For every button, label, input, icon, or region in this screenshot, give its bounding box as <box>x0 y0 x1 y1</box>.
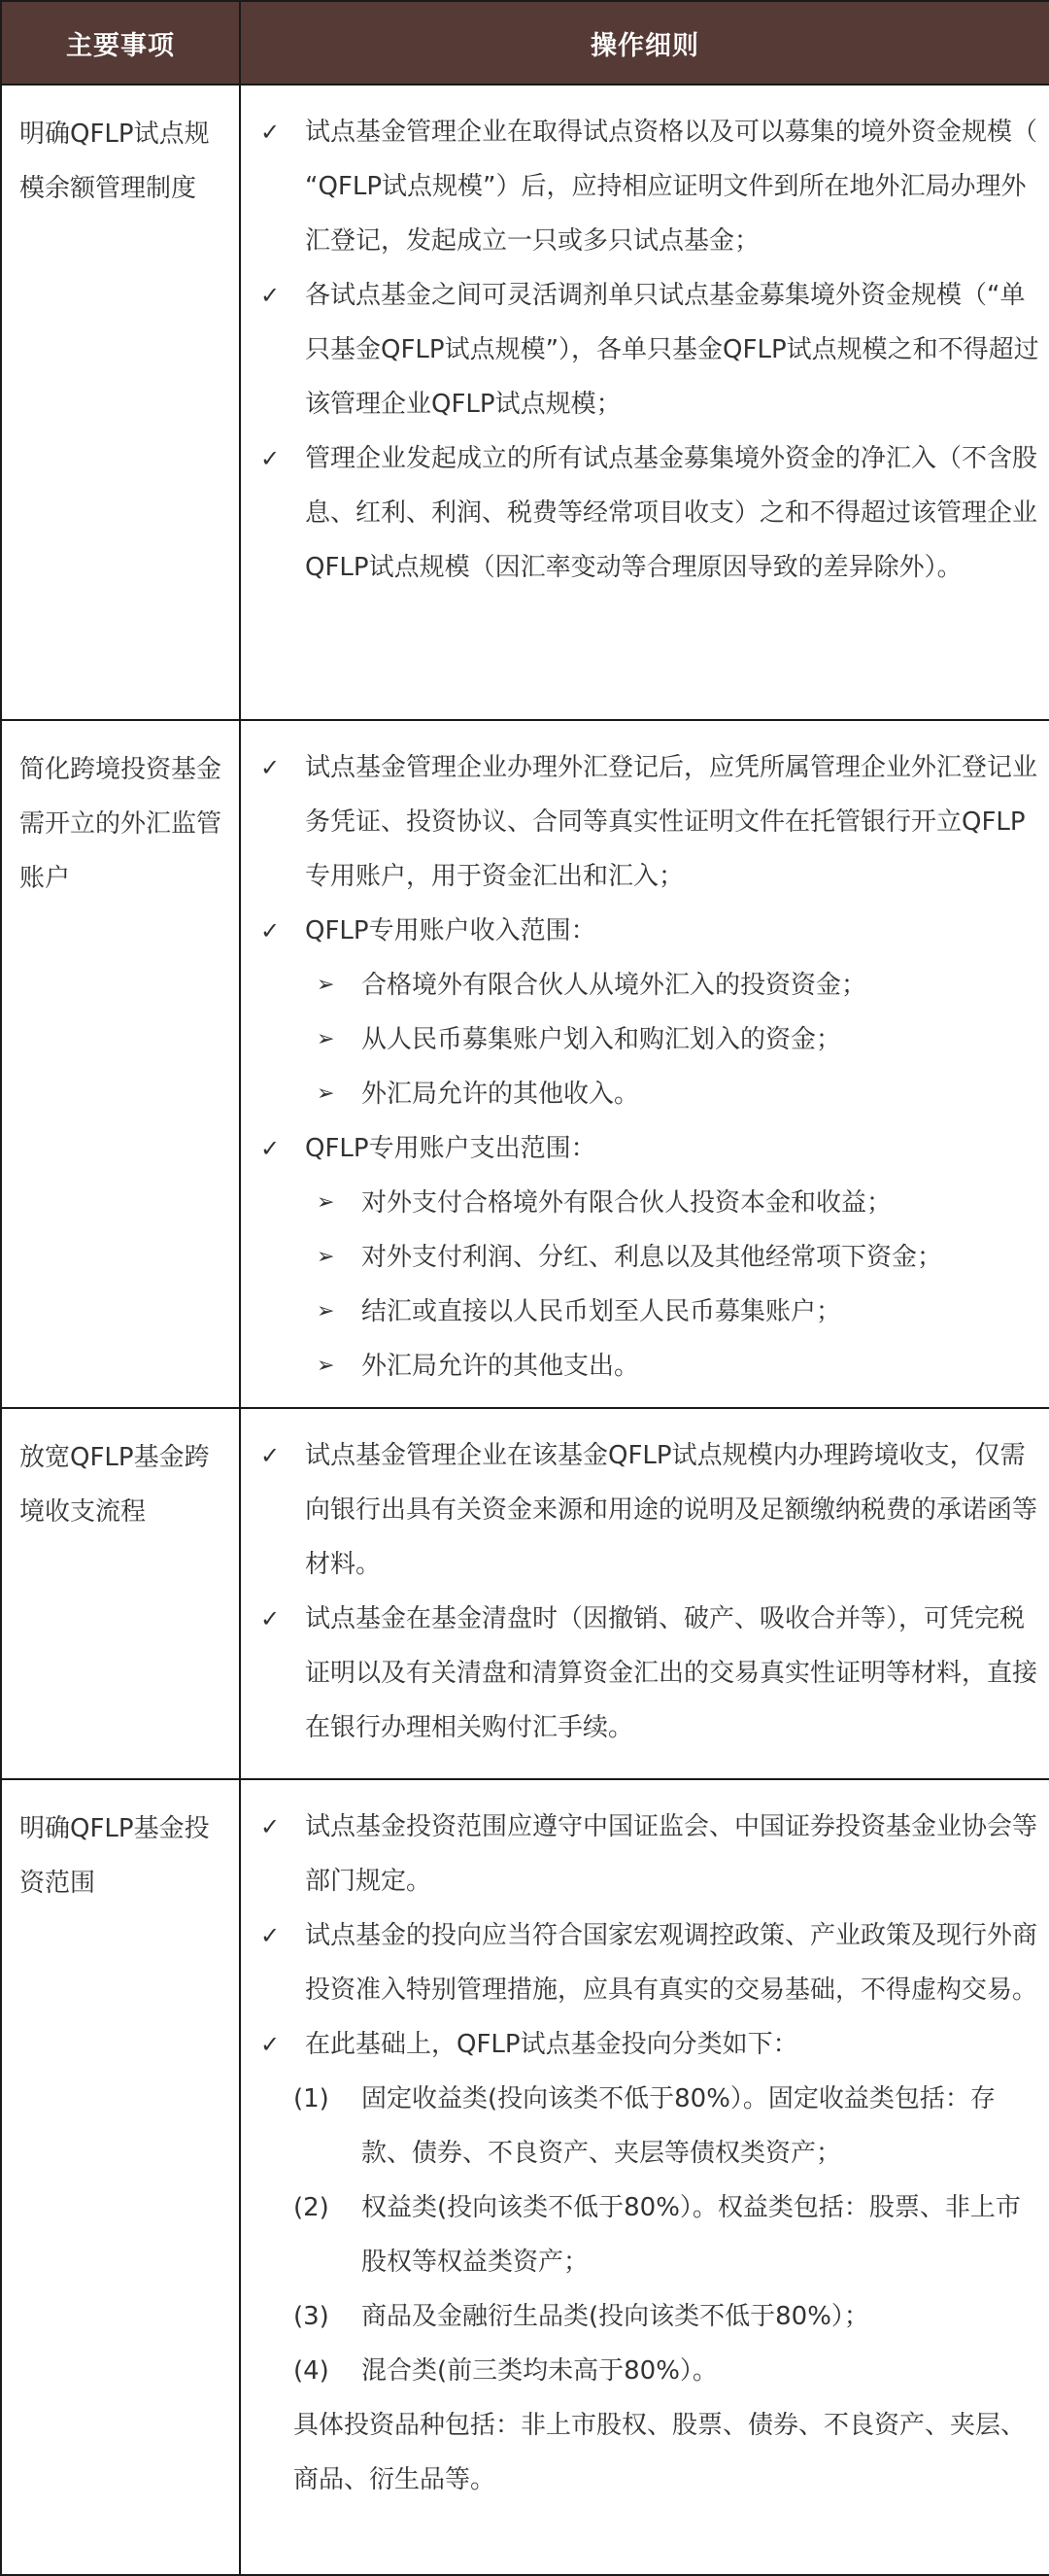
item-text: 试点基金的投向应当符合国家宏观调控政策、产业政策及现行外商投资准入特别管理措施，应具有真实的交易基础，不得虚构交易。 <box>305 1921 1038 2005</box>
item-text: 试点基金投资范围应遵守中国证监会、中国证券投资基金业协会等部门规定。 <box>305 1812 1038 1896</box>
checkmark-icon: ✓ <box>260 2031 281 2058</box>
checkmark-icon: ✓ <box>260 1442 281 1469</box>
list-item <box>254 105 1041 268</box>
checkmark-icon: ✓ <box>260 1922 281 1949</box>
row-topic: 明确QFLP基金投资范围 <box>1 1779 240 2575</box>
item-text: 试点基金管理企业办理外汇登记后，应凭所属管理企业外汇登记业务凭证、投资协议、合同等真实性证明文件在托管银行开立QFLP专用账户，用于资金汇出和汇入； <box>305 753 1038 891</box>
table-row <box>1 85 1049 720</box>
sub-list-item <box>254 1067 1041 1121</box>
list-item <box>254 2017 1041 2072</box>
table-row <box>1 720 1049 1408</box>
item-text: 对外支付合格境外有限合伙人投资本金和收益； <box>361 1188 893 1218</box>
arrow-bullet-icon: ➢ <box>317 1190 335 1215</box>
item-text: QFLP专用账户收入范围： <box>305 916 596 945</box>
item-number: (2) <box>293 2193 329 2222</box>
summary-text: 具体投资品种包括：非上市股权、股票、债券、不良资产、夹层、商品、衍生品等。 <box>293 2411 1027 2494</box>
arrow-bullet-icon: ➢ <box>317 1245 335 1269</box>
sub-list-item <box>254 1013 1041 1067</box>
sub-list-item <box>254 1339 1041 1393</box>
sub-list-item <box>254 1230 1041 1285</box>
arrow-bullet-icon: ➢ <box>317 973 335 997</box>
item-text: 对外支付利润、分红、利息以及其他经常项下资金； <box>361 1243 943 1272</box>
row-details <box>240 1779 1049 2575</box>
item-text: 商品及金融衍生品类(投向该类不低于80%）； <box>361 2302 869 2331</box>
item-text: 试点基金管理企业在取得试点资格以及可以募集的境外资金规模（ “QFLP试点规模”）后，应持相应证明文件到所在地外汇局办理外汇登记，发起成立一只或多只试点基金； <box>305 118 1038 256</box>
item-text: 从人民币募集账户划入和购汇划入的资金； <box>361 1025 842 1054</box>
item-number: (1) <box>293 2084 329 2113</box>
checkmark-icon: ✓ <box>260 282 281 309</box>
list-item <box>254 431 1041 595</box>
table-row <box>1 1408 1049 1779</box>
checkmark-icon: ✓ <box>260 754 281 781</box>
list-item <box>254 1428 1041 1592</box>
item-text: 结汇或直接以人民币划至人民币募集账户； <box>361 1297 842 1326</box>
item-text: 试点基金管理企业在该基金QFLP试点规模内办理跨境收支，仅需向银行出具有关资金来源和用途的说明及足额缴纳税费的承诺函等材料。 <box>305 1441 1038 1579</box>
checkmark-icon: ✓ <box>260 119 281 146</box>
header-details: 操作细则 <box>240 1 1049 85</box>
checkmark-icon: ✓ <box>260 917 281 945</box>
checkmark-icon: ✓ <box>260 1605 281 1632</box>
row-topic: 明确QFLP试点规模余额管理制度 <box>1 85 240 720</box>
sub-list-item <box>254 1285 1041 1339</box>
row-topic: 简化跨境投资基金需开立的外汇监管账户 <box>1 720 240 1408</box>
list-item <box>254 1908 1041 2017</box>
item-text: 管理企业发起成立的所有试点基金募集境外资金的净汇入（不含股息、红利、利润、税费等经常项目收支）之和不得超过该管理企业QFLP试点规模（因汇率变动等合理原因导致的差异除外）。 <box>305 444 1038 582</box>
header-main-item: 主要事项 <box>1 1 240 85</box>
sub-list-item <box>254 958 1041 1013</box>
sub-list-item <box>254 1176 1041 1230</box>
numbered-item <box>254 2072 1041 2181</box>
row-details <box>240 1408 1049 1779</box>
list-item <box>254 1592 1041 1755</box>
item-text: 合格境外有限合伙人从境外汇入的投资资金； <box>361 971 867 1000</box>
row-details <box>240 720 1049 1408</box>
item-text: 各试点基金之间可灵活调剂单只试点基金募集境外资金规模（“单只基金QFLP试点规模”），各单只基金QFLP试点规模之和不得超过该管理企业QFLP试点规模； <box>305 281 1039 419</box>
list-item <box>254 904 1041 958</box>
arrow-bullet-icon: ➢ <box>317 1082 335 1106</box>
list-item <box>254 1121 1041 1176</box>
item-text: QFLP专用账户支出范围： <box>305 1134 596 1163</box>
item-text: 在此基础上，QFLP试点基金投向分类如下： <box>305 2030 798 2059</box>
item-text: 试点基金在基金清盘时（因撤销、破产、吸收合并等），可凭完税证明以及有关清盘和清算资金汇出的交易真实性证明等材料，直接在银行办理相关购付汇手续。 <box>305 1604 1038 1742</box>
numbered-item <box>254 2344 1041 2398</box>
arrow-bullet-icon: ➢ <box>317 1299 335 1323</box>
item-text: 权益类(投向该类不低于80%）。权益类包括：股票、非上市股权等权益类资产； <box>361 2193 1021 2277</box>
item-text: 外汇局允许的其他支出。 <box>361 1352 640 1381</box>
numbered-item <box>254 2289 1041 2344</box>
list-item <box>254 1800 1041 1908</box>
arrow-bullet-icon: ➢ <box>317 1027 335 1051</box>
item-text: 外汇局允许的其他收入。 <box>361 1080 640 1109</box>
numbered-item <box>254 2181 1041 2289</box>
list-item <box>254 740 1041 904</box>
arrow-bullet-icon: ➢ <box>317 1354 335 1378</box>
list-item <box>254 268 1041 431</box>
checkmark-icon: ✓ <box>260 445 281 472</box>
row-topic: 放宽QFLP基金跨境收支流程 <box>1 1408 240 1779</box>
checkmark-icon: ✓ <box>260 1135 281 1162</box>
checkmark-icon: ✓ <box>260 1813 281 1840</box>
item-text: 固定收益类(投向该类不低于80%）。固定收益类包括：存款、债券、不良资产、夹层等债权类资产； <box>361 2084 996 2168</box>
item-number: (4) <box>293 2356 329 2386</box>
row-details <box>240 85 1049 720</box>
table-row <box>1 1779 1049 2575</box>
item-number: (3) <box>293 2302 329 2331</box>
item-text: 混合类(前三类均未高于80%）。 <box>361 2356 718 2386</box>
table-header-row <box>1 1 1049 85</box>
